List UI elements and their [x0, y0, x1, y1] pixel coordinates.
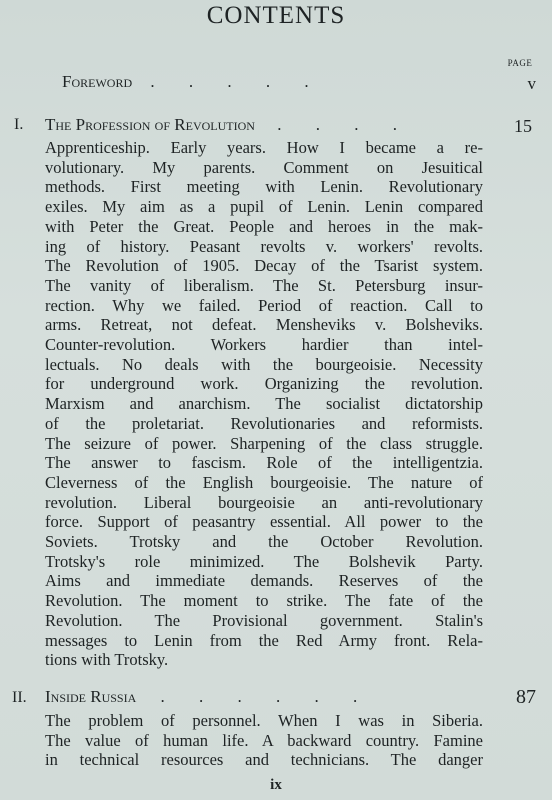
- toc-entry-foreword: [62, 72, 324, 92]
- summary-line: exiles. My aim as a pupil of Lenin. Lenin compared: [45, 197, 483, 217]
- summary-line: The seizure of power. Sharpening of the class struggle.: [45, 433, 483, 453]
- summary-line: Revolution. The moment to strike. The fate of the: [45, 591, 483, 611]
- summary-line: Aims and immediate demands. Reserves of the: [45, 571, 483, 591]
- summary-line: for underground work. Organizing the revolution.: [45, 374, 483, 394]
- page-number: 15: [514, 116, 532, 136]
- summary-line: ing of history. Peasant revolts v. workers' revolts.: [45, 236, 483, 256]
- toc-entry-chapter-1: [45, 115, 412, 135]
- toc-entry-chapter-2: [45, 687, 372, 707]
- summary-line: methods. First meeting with Lenin. Revolutionary: [45, 177, 483, 197]
- summary-line: The answer to fascism. Role of the intelligentzia.: [45, 453, 483, 473]
- page-folio: ix: [270, 777, 282, 793]
- chapter-2-summary: [45, 711, 483, 770]
- summary-line: Counter-revolution. Workers hardier than intel-: [45, 335, 483, 355]
- summary-line: messages to Lenin from the Red Army front. Rela-: [45, 630, 483, 650]
- leader-dots: . . . . .: [150, 72, 324, 91]
- entry-title: Foreword: [62, 72, 133, 91]
- summary-line: tions with Trotsky.: [45, 650, 169, 670]
- page-number: 87: [516, 686, 536, 708]
- summary-line: with Peter the Great. People and heroes in the mak-: [45, 216, 483, 236]
- entry-title: The Profession of Revolution: [45, 115, 255, 134]
- summary-line: The problem of personnel. When I was in Siberia.: [45, 711, 483, 730]
- summary-line: The Revolution of 1905. Decay of the Tsarist system.: [45, 256, 483, 276]
- summary-line: Trotsky's role minimized. The Bolshevik Party.: [45, 551, 483, 571]
- summary-line: volutionary. My parents. Comment on Jesuitical: [45, 157, 483, 177]
- summary-line: revolution. Liberal bourgeoisie an anti-revolutionary: [45, 492, 483, 512]
- summary-line: lectuals. No deals with the bourgeoisie. Necessity: [45, 354, 483, 374]
- summary-line: in technical resources and technicians. The danger: [45, 750, 483, 770]
- summary-line: Marxism and anarchism. The socialist dictatorship: [45, 394, 483, 414]
- entry-title: Inside Russia: [45, 687, 137, 706]
- summary-line: force. Support of peasantry essential. All power to the: [45, 512, 483, 532]
- page-number: v: [527, 74, 536, 93]
- leader-dots: . . . . . .: [160, 687, 373, 706]
- page-column-header: PAGE: [507, 58, 533, 68]
- chapter-numeral: II.: [12, 689, 27, 706]
- leader-dots: . . . .: [277, 115, 412, 134]
- summary-line: arms. Retreat, not defeat. Mensheviks v. Bolsheviks.: [45, 315, 483, 335]
- summary-line: rection. Why we failed. Period of reaction. Call to: [45, 295, 483, 315]
- chapter-numeral: I.: [14, 116, 24, 133]
- summary-line: Revolution. The Provisional government. Stalin's: [45, 610, 483, 630]
- chapter-1-summary: [45, 138, 483, 670]
- summary-line: Soviets. Trotsky and the October Revolution.: [45, 532, 483, 552]
- summary-line: The value of human life. A backward country. Famine: [45, 730, 483, 750]
- summary-line: Cleverness of the English bourgeoisie. The nature of: [45, 472, 483, 492]
- summary-line: The vanity of liberalism. The St. Petersburg insur-: [45, 275, 483, 295]
- summary-line: of the proletariat. Revolutionaries and reformists.: [45, 413, 483, 433]
- page-title: CONTENTS: [206, 2, 346, 29]
- summary-line: Apprenticeship. Early years. How I became a re-: [45, 138, 483, 157]
